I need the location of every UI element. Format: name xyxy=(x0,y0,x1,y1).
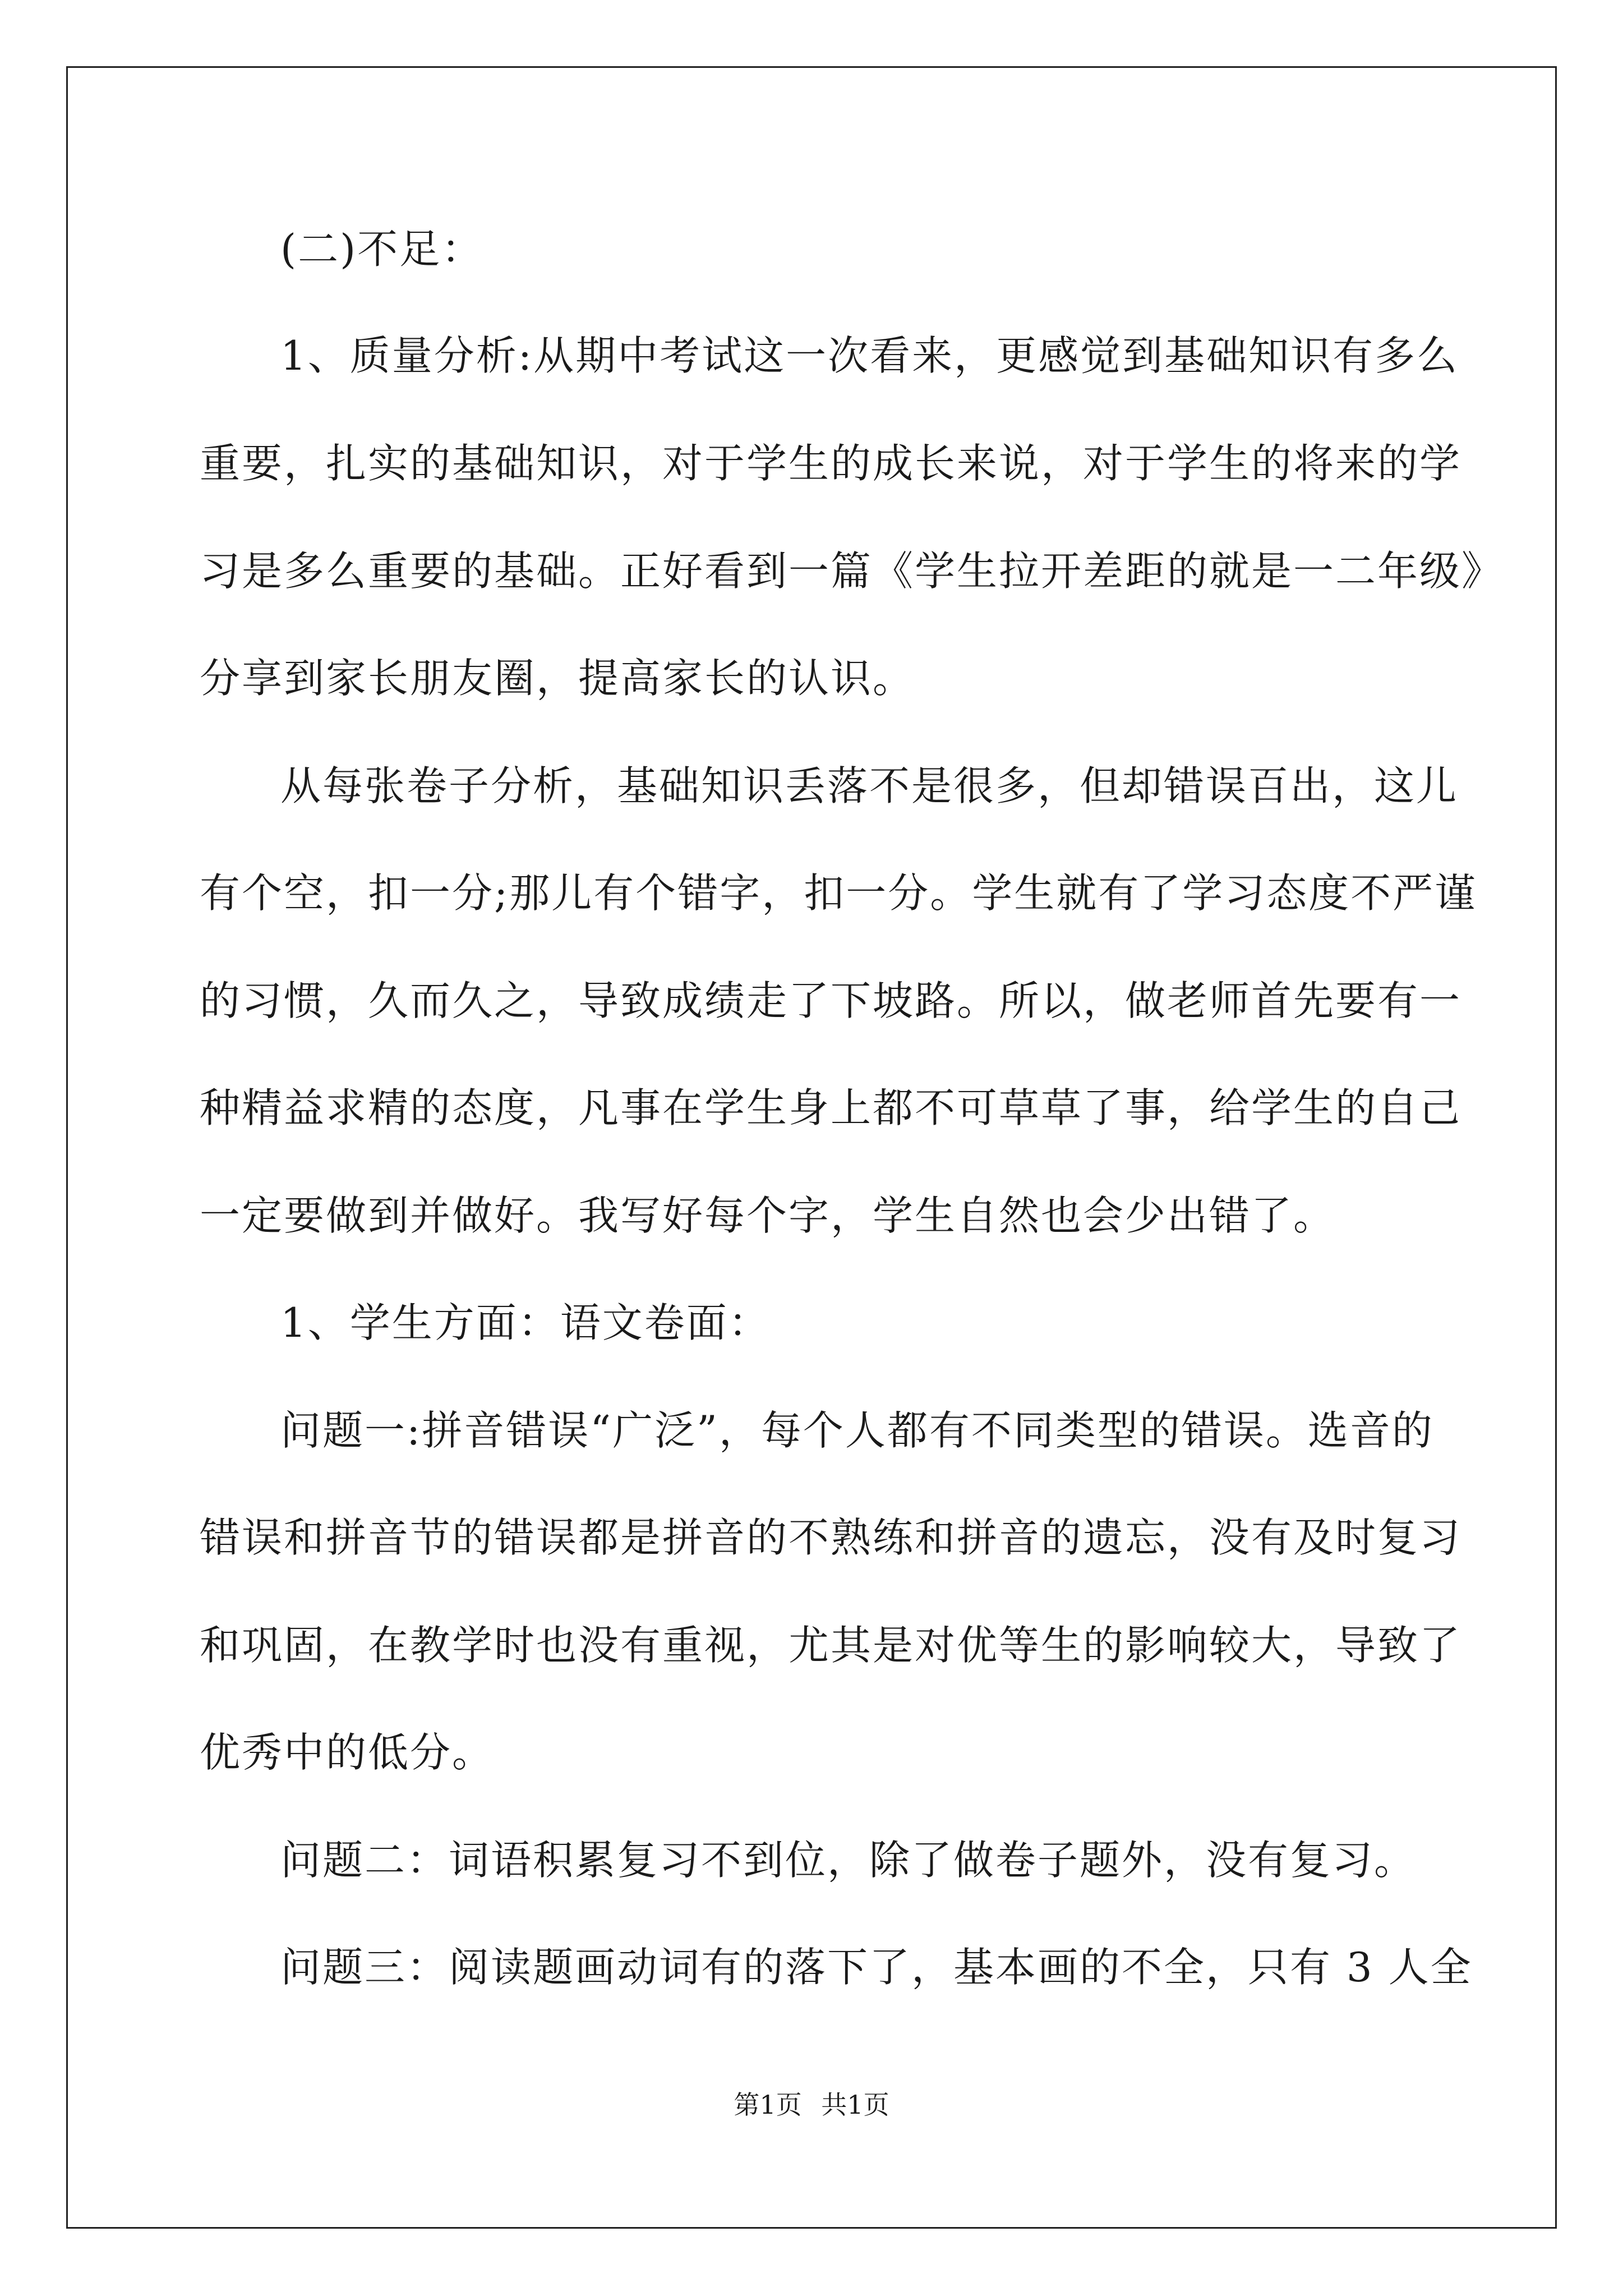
paragraph-line: 分享到家长朋友圈，提高家长的认识。 xyxy=(200,655,915,702)
paragraph-line: 优秀中的低分。 xyxy=(200,1729,495,1776)
paragraph-line: 从每张卷子分析，基础知识丢落不是很多，但却错误百出，这儿 xyxy=(280,762,1459,809)
page-number-footer: 第1页 共1页 xyxy=(734,2090,889,2120)
paragraph-line: 1、质量分析:从期中考试这一次看来，更感觉到基础知识有多么 xyxy=(280,332,1459,379)
paragraph-line: 习是多么重要的基础。正好看到一篇《学生拉开差距的就是一二年级》 xyxy=(200,547,1504,595)
paragraph-line: 一定要做到并做好。我写好每个字，学生自然也会少出错了。 xyxy=(200,1192,1336,1239)
paragraph-line: 错误和拼音节的错误都是拼音的不熟练和拼音的遗忘，没有及时复习 xyxy=(200,1514,1462,1561)
paragraph-line: 有个空，扣一分;那儿有个错字，扣一分。学生就有了学习态度不严谨 xyxy=(200,869,1477,917)
paragraph-line: 问题一:拼音错误“广泛”，每个人都有不同类型的错误。选音的 xyxy=(280,1407,1434,1454)
page-border xyxy=(66,66,1557,2229)
paragraph-line: 和巩固，在教学时也没有重视，尤其是对优等生的影响较大，导致了 xyxy=(200,1622,1462,1669)
paragraph-line: 重要，扎实的基础知识，对于学生的成长来说，对于学生的将来的学 xyxy=(200,440,1462,487)
paragraph-line: 问题二：词语积累复习不到位，除了做卷子题外，没有复习。 xyxy=(280,1837,1417,1884)
section-heading-shortcomings: (二)不足： xyxy=(280,226,484,273)
paragraph-line: 问题三：阅读题画动词有的落下了，基本画的不全，只有 3 人全 xyxy=(280,1944,1473,1991)
subsection-heading-students: 1、学生方面：语文卷面： xyxy=(280,1299,771,1346)
paragraph-line: 种精益求精的态度，凡事在学生身上都不可草草了事，给学生的自己 xyxy=(200,1084,1462,1131)
paragraph-line: 的习惯，久而久之，导致成绩走了下坡路。所以，做老师首先要有一 xyxy=(200,977,1462,1024)
